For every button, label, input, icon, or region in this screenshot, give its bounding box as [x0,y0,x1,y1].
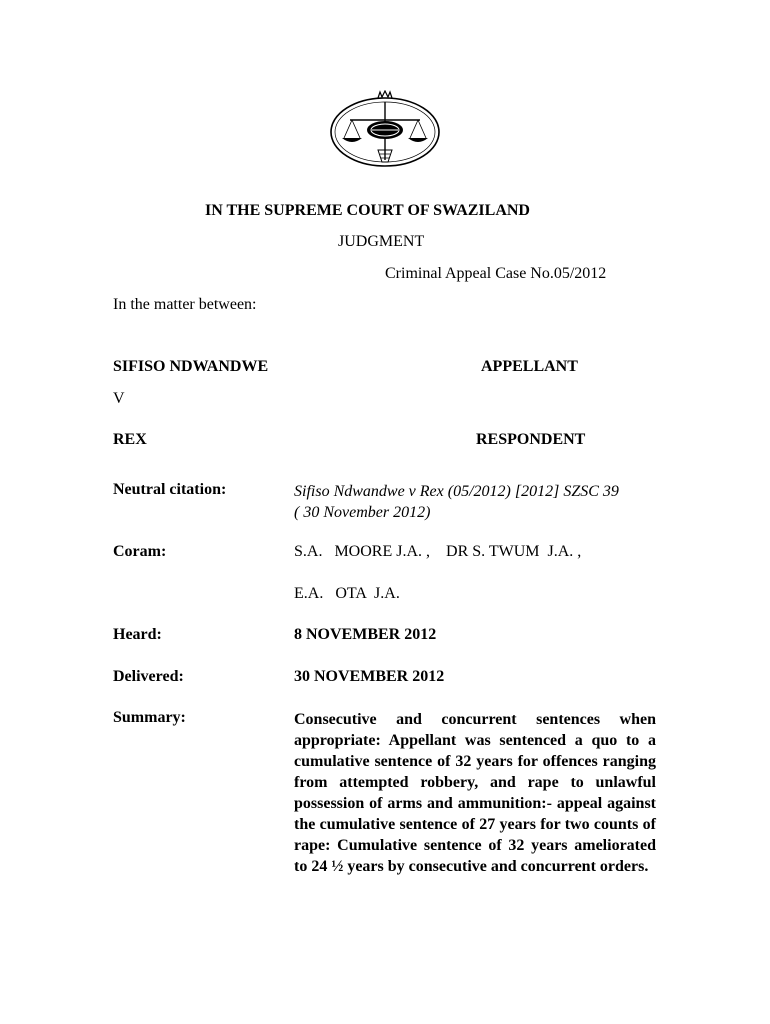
summary-label: Summary: [113,709,186,726]
court-title: IN THE SUPREME COURT OF SWAZILAND [205,202,530,219]
coram-line-1: S.A. MOORE J.A. , DR S. TWUM J.A. , [294,543,582,560]
matter-between-label: In the matter between: [113,296,257,313]
appellant-name: SIFISO NDWANDWE [113,358,269,375]
respondent-name: REX [113,431,147,448]
document-type: JUDGMENT [338,233,425,250]
coram-label: Coram: [113,543,167,560]
citation-label: Neutral citation: [113,481,227,498]
heard-label: Heard: [113,626,162,643]
citation-line-2: ( 30 November 2012) [294,504,431,521]
versus-label: V [113,390,125,407]
court-crest-icon [328,90,442,168]
delivered-date: 30 NOVEMBER 2012 [294,668,445,685]
heard-date: 8 NOVEMBER 2012 [294,626,437,643]
citation-line-1: Sifiso Ndwandwe v Rex (05/2012) [2012] SZSC 39 [294,483,619,500]
coram-line-2: E.A. OTA J.A. [294,585,400,602]
summary-text: Consecutive and concurrent sentences when appropriate: Appellant was sentenced a quo to a cumulative sentence of 32 years for offences ranging from attempted robbery, and rape to unlawful possession of arms and ammunition:- appeal against the cumulative sentence of 27 years for two counts of rape: Cumulative sentence of 32 years ameliorated to 24 ½ years by consecutive and concurrent orders. [294,711,656,875]
respondent-role: RESPONDENT [476,431,586,448]
delivered-label: Delivered: [113,668,184,685]
neutral-citation [294,481,619,523]
appellant-role: APPELLANT [481,358,578,375]
case-number: Criminal Appeal Case No.05/2012 [385,265,607,282]
